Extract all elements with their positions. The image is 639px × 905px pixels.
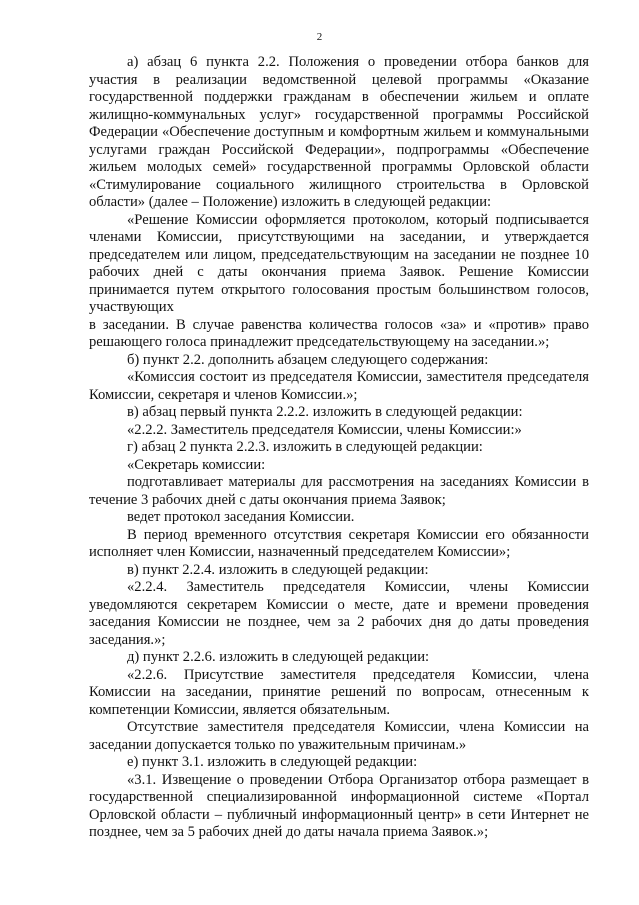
- paragraph: г) абзац 2 пункта 2.2.3. изложить в следующей редакции:: [127, 439, 483, 455]
- paragraph: «2.2.4. Заместитель председателя Комиссии, члены Комиссии уведомляются секретарем Комиссии о месте, дате и времени проведения заседания Комиссии не позднее, чем за 2 рабочих дня до даты проведения заседания.»;: [89, 579, 589, 648]
- paragraph: В период временного отсутствия секретаря Комиссии его обязанности исполняет член Комиссии, назначенный председателем Комиссии»;: [89, 526, 589, 560]
- paragraph: «3.1. Извещение о проведении Отбора Организатор отбора размещает в государственной специализированной информационной системе «Портал Орловской области – публичный информационный центр» в сети Интернет не позднее, чем за 5 рабочих дней до даты начала приема Заявок.»;: [89, 771, 589, 840]
- paragraph: «2.2.2. Заместитель председателя Комиссии, члены Комиссии:»: [127, 421, 522, 438]
- paragraph: подготавливает материалы для рассмотрения на заседаниях Комиссии в течение 3 рабочих дней с даты окончания приема Заявок;: [89, 474, 589, 508]
- paragraph: «Секретарь комиссии:: [127, 456, 266, 473]
- paragraph: «Решение Комиссии оформляется протоколом, который подписывается членами Комиссии, присутствующими на заседании, и утверждается председателем или лицом, председательствующим на заседании не позднее 10 рабочих дней с даты окончания приема Заявок. Решение Комиссии принимается путем открытого голосования простым большинством голосов, участвующих: [89, 211, 589, 315]
- document-body: [89, 54, 589, 842]
- paragraph: «2.2.6. Присутствие заместителя председателя Комиссии, члена Комиссии на заседании, принятие решений по вопросам, отнесенным к компетенции Комиссии, является обязательным.: [89, 666, 589, 718]
- paragraph: Отсутствие заместителя председателя Комиссии, члена Комиссии на заседании допускается только по уважительным причинам.»: [89, 719, 589, 753]
- paragraph: а) абзац 6 пункта 2.2. Положения о проведении отбора банков для участия в реализации ведомственной целевой программы «Оказание государственной поддержки гражданам в обеспечении жильем и оплате жилищно-коммунальных услуг» государственной программы Российской Федерации «Обеспечение доступным и комфортным жильем и коммунальными услугами граждан Российской Федерации», подпрограммы «Обеспечение жильем молодых семей» государственной программы Орловской области «Стимулирование социального жилищного строительства в Орловской области» (далее – Положение) изложить в следующей редакции:: [89, 54, 589, 210]
- paragraph: б) пункт 2.2. дополнить абзацем следующего содержания:: [127, 351, 489, 368]
- paragraph: в) пункт 2.2.4. изложить в следующей редакции:: [127, 561, 429, 578]
- paragraph: д) пункт 2.2.6. изложить в следующей редакции:: [127, 649, 430, 665]
- page-number: 2: [316, 31, 323, 43]
- paragraph: в) абзац первый пункта 2.2.2. изложить в следующей редакции:: [127, 404, 523, 420]
- paragraph: в заседании. В случае равенства количества голосов «за» и «против» право решающего голоса принадлежит председательствующему на заседании.»;: [89, 316, 589, 350]
- paragraph: «Комиссия состоит из председателя Комиссии, заместителя председателя Комиссии, секретаря и членов Комиссии.»;: [89, 369, 589, 403]
- paragraph: е) пункт 3.1. изложить в следующей редакции:: [127, 754, 418, 770]
- paragraph: ведет протокол заседания Комиссии.: [127, 509, 355, 525]
